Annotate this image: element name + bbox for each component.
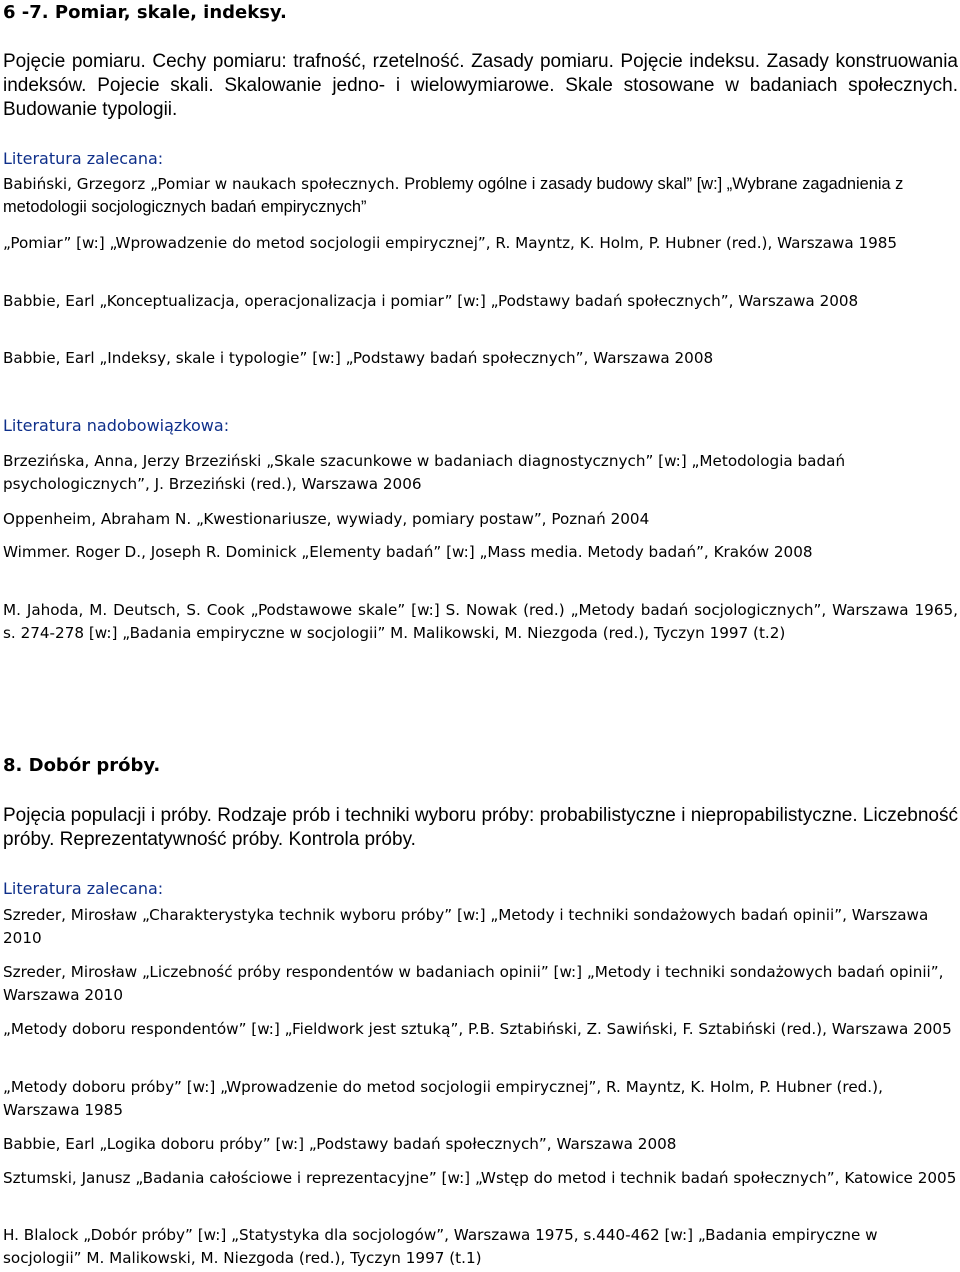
- reference-item: Sztumski, Janusz „Badania całościowe i reprezentacyjne” [w:] „Wstęp do metod i technik badań społecznych”, Katowice 2005: [3, 1169, 957, 1187]
- reference-item: M. Jahoda, M. Deutsch, S. Cook „Podstawowe skale” [w:] S. Nowak (red.) „Metody badań socjologicznych”, Warszawa 1965, s. 274-278 [w:] „Badania empiryczne w socjologii” M. Malikowski, M. Niezgoda (red.), Tyczyn 1997 (t.2): [3, 601, 958, 642]
- reference-item: Brzezińska, Anna, Jerzy Brzeziński „Skale szacunkowe w badaniach diagnostycznych” [w:] „Metodologia badań psychologicznych”, J. Brzeziński (red.), Warszawa 2006: [3, 452, 846, 493]
- recommended-literature-label: Literatura zalecana:: [3, 879, 164, 898]
- reference-item: „Metody doboru próby” [w:] „Wprowadzenie do metod socjologii empirycznej”, R. Mayntz, K. Holm, P. Hubner (red.), Warszawa 1985: [3, 1078, 883, 1119]
- reference-item: „Pomiar” [w:] „Wprowadzenie do metod socjologii empirycznej”, R. Mayntz, K. Holm, P. Hubner (red.), Warszawa 1985: [3, 234, 898, 252]
- section-heading-sampling: 8. Dobór próby.: [3, 755, 161, 776]
- reference-item: Babbie, Earl „Konceptualizacja, operacjonalizacja i pomiar” [w:] „Podstawy badań społecznych”, Warszawa 2008: [3, 292, 859, 310]
- reference-item: H. Blalock „Dobór próby” [w:] „Statystyka dla socjologów”, Warszawa 1975, s.440-462 [w:] „Badania empiryczne w socjologii” M. Malikowski, M. Niezgoda (red.), Tyczyn 1997 (t.1): [3, 1226, 878, 1267]
- reference-item: [3, 173, 958, 219]
- section-intro-sampling: Pojęcia populacji i próby. Rodzaje prób i techniki wyboru próby: probabilistyczne i niepropabilistyczne. Liczebność próby. Reprezentatywność próby. Kontrola próby.: [3, 805, 958, 850]
- optional-literature-label: Literatura nadobowiązkowa:: [3, 416, 230, 435]
- reference-item: Wimmer. Roger D., Joseph R. Dominick „Elementy badań” [w:] „Mass media. Metody badań”, Kraków 2008: [3, 543, 813, 561]
- reference-item: „Metody doboru respondentów” [w:] „Fieldwork jest sztuką”, P.B. Sztabiński, Z. Sawiński, F. Sztabiński (red.), Warszawa 2005: [3, 1020, 952, 1038]
- reference-item: Oppenheim, Abraham N. „Kwestionariusze, wywiady, pomiary postaw”, Poznań 2004: [3, 510, 650, 528]
- reference-item: Szreder, Mirosław „Charakterystyka technik wyboru próby” [w:] „Metody i techniki sondażowych badań opinii”, Warszawa 2010: [3, 906, 929, 947]
- reference-part: Babiński, Grzegorz „Pomiar w naukach społecznych.: [3, 175, 405, 193]
- reference-item: Babbie, Earl „Logika doboru próby” [w:] „Podstawy badań społecznych”, Warszawa 2008: [3, 1135, 677, 1153]
- reference-part: Problemy ogólne i zasady budowy skal” [w:] „Wybrane zagadnienia z metodologii socjologicznych badań empirycznych”: [3, 175, 904, 216]
- section-heading-measurement: 6 -7. Pomiar, skale, indeksy.: [3, 2, 287, 23]
- reference-item: Szreder, Mirosław „Liczebność próby respondentów w badaniach opinii” [w:] „Metody i techniki sondażowych badań opinii”, Warszawa 2010: [3, 963, 944, 1004]
- reference-item: Babbie, Earl „Indeksy, skale i typologie” [w:] „Podstawy badań społecznych”, Warszawa 2008: [3, 349, 714, 367]
- recommended-literature-label: Literatura zalecana:: [3, 149, 164, 168]
- section-intro-measurement: Pojęcie pomiaru. Cechy pomiaru: trafność, rzetelność. Zasady pomiaru. Pojęcie indeksu. Zasady konstruowania indeksów. Pojecie skali. Skalowanie jedno- i wielowymiarowe. Skale stosowane w badaniach społecznych. Budowanie typologii.: [3, 51, 958, 120]
